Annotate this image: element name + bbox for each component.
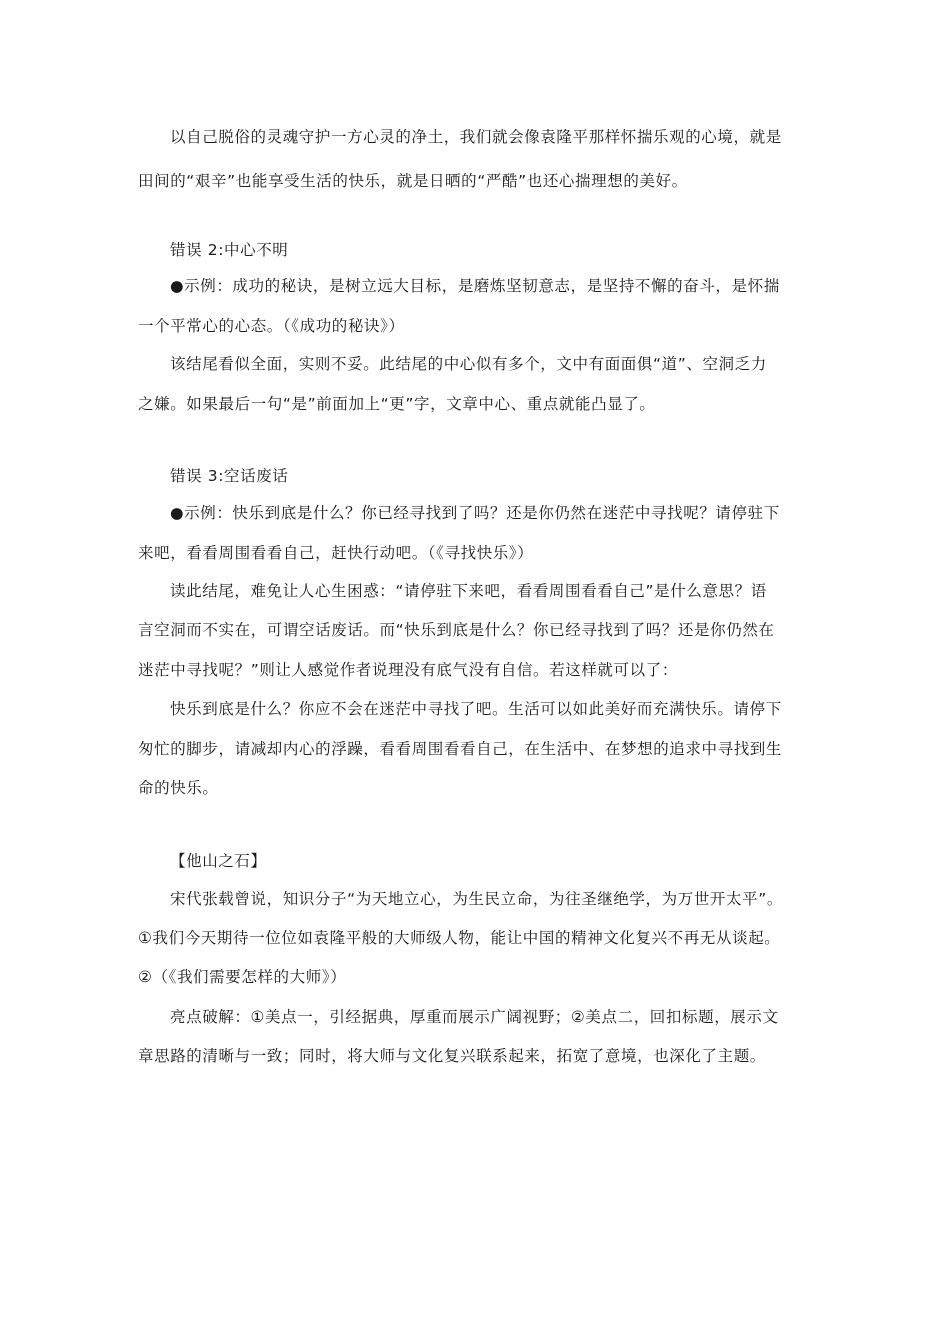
error-2-example-line-1: ●示例：成功的秘诀，是树立远大目标，是磨炼坚韧意志，是坚持不懈的奋斗，是怀揣	[170, 277, 780, 295]
intro-line-1: 以自己脱俗的灵魂守护一方心灵的净土，我们就会像袁隆平那样怀揣乐观的心境，就是	[170, 128, 782, 146]
error-3-comment-line-1: 读此结尾，难免让人心生困惑：“请停驻下来吧，看看周围看看自己”是什么意思？语	[170, 582, 767, 600]
other-stones-line-2: ①我们今天期待一位位如袁隆平般的大师级人物，能让中国的精神文化复兴不再无从谈起。	[138, 929, 781, 947]
analysis-line-2: 章思路的清晰与一致；同时，将大师与文化复兴联系起来，拓宽了意境，也深化了主题。	[138, 1047, 766, 1065]
other-stones-line-3: ②（《我们需要怎样的大师》）	[138, 968, 347, 986]
error-3-comment-line-3: 迷茫中寻找呢？”则让人感觉作者说理没有底气没有自信。若这样就可以了：	[138, 661, 678, 679]
other-stones-heading: 【他山之石】	[170, 852, 267, 870]
intro-line-2: 田间的“艰辛”也能享受生活的快乐，就是日晒的“严酷”也还心揣理想的美好。	[138, 172, 688, 190]
error-3-heading: 错误 3:空话废话	[170, 467, 289, 485]
error-3-comment-line-2: 言空洞而不实在，可谓空话废话。而“快乐到底是什么？你已经寻找到了吗？还是你仍然在	[138, 621, 775, 639]
error-3-revised-line-1: 快乐到底是什么？你应不会在迷茫中寻找了吧。生活可以如此美好而充满快乐。请停下	[170, 700, 782, 718]
analysis-line-1: 亮点破解：①美点一，引经据典，厚重而展示广阔视野；②美点二，回扣标题，展示文	[170, 1008, 779, 1026]
error-2-example-line-2: 一个平常心的心态。（《成功的秘诀》）	[138, 317, 405, 335]
error-3-revised-line-2: 匆忙的脚步，请减却内心的浮躁，看看周围看看自己，在生活中、在梦想的追求中寻找到生	[138, 740, 783, 758]
error-2-heading: 错误 2:中心不明	[170, 241, 289, 259]
error-3-example-line-2: 来吧，看看周围看看自己，赶快行动吧。（《寻找快乐》）	[138, 544, 534, 562]
error-2-comment-line-1: 该结尾看似全面，实则不妥。此结尾的中心似有多个，文中有面面俱“道”、空洞乏力	[170, 355, 767, 373]
error-2-comment-line-2: 之嫌。如果最后一句“是”前面加上“更”字，文章中心、重点就能凸显了。	[138, 395, 656, 413]
error-3-example-line-1: ●示例：快乐到底是什么？你已经寻找到了吗？还是你仍然在迷茫中寻找呢？请停驻下	[170, 504, 780, 522]
error-3-revised-line-3: 命的快乐。	[138, 779, 219, 797]
other-stones-line-1: 宋代张载曾说，知识分子“为天地立心，为生民立命，为往圣继绝学，为万世开太平”。	[170, 890, 783, 908]
